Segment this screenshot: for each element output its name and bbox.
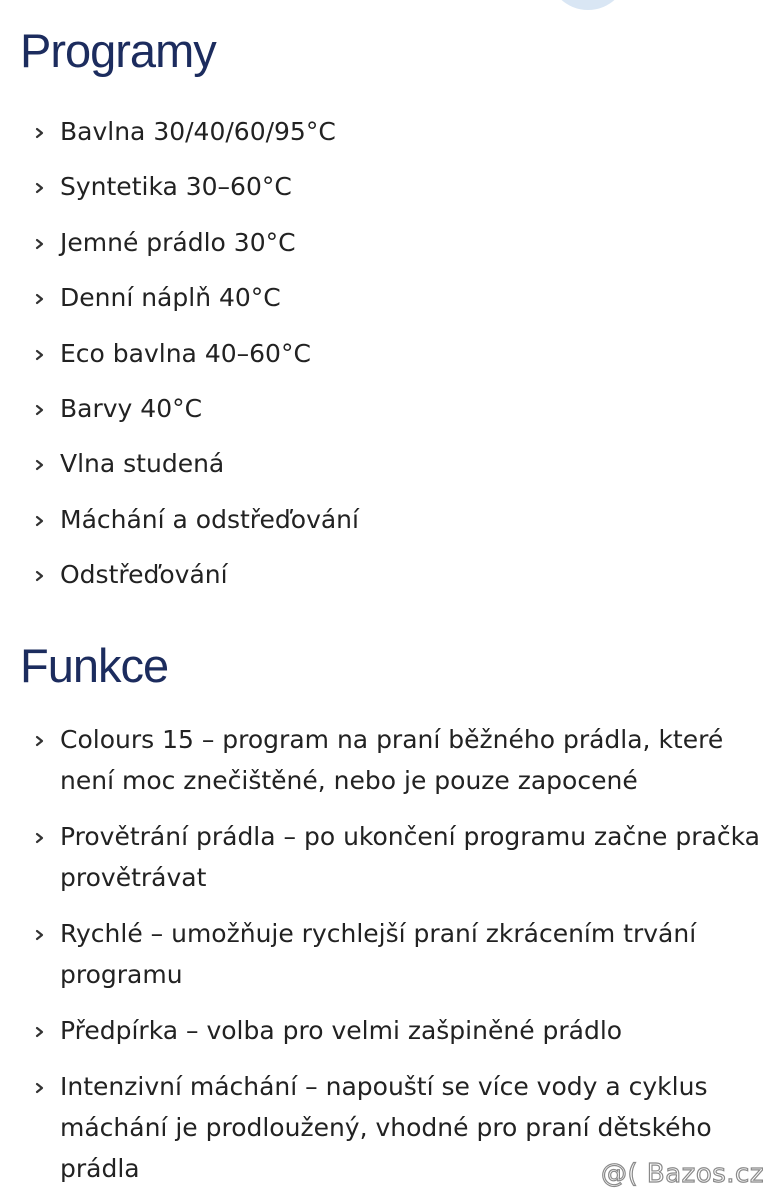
list-item — [20, 166, 760, 221]
list-item — [20, 388, 760, 443]
section-funkce — [20, 637, 760, 1204]
list-item-text: Vlna studená — [60, 449, 225, 479]
list-item-text: Předpírka – volba pro velmi zašpiněné prádlo — [60, 1016, 623, 1045]
chevron-right-icon — [34, 832, 46, 844]
chevron-right-icon — [34, 1026, 46, 1038]
list-item — [20, 443, 760, 498]
list-item — [20, 277, 760, 332]
section-programy — [20, 22, 760, 610]
list-item-text: Eco bavlna 40–60°C — [60, 338, 311, 368]
chevron-right-icon — [34, 515, 46, 527]
list-item-text: Barvy 40°C — [60, 393, 203, 423]
list-item — [20, 719, 760, 801]
section-title-funkce: Funkce — [20, 639, 169, 692]
chevron-right-icon — [34, 349, 46, 361]
list-item — [20, 816, 760, 898]
chevron-right-icon — [34, 570, 46, 582]
list-item-text: Odstřeďování — [60, 560, 228, 590]
list-item-text: Intenzivní máchání – napouští se více vody a cyklus máchání je prodloužený, vhodné pro praní dětského prádla — [60, 1072, 712, 1183]
list-item-text: Máchání a odstřeďování — [60, 504, 359, 534]
watermark-logo: @( Bazos.cz — [601, 1159, 764, 1189]
chevron-right-icon — [34, 929, 46, 941]
list-item — [20, 913, 760, 995]
list-item — [20, 554, 760, 609]
chevron-right-icon — [34, 182, 46, 194]
list-item — [20, 1010, 760, 1051]
list-item-text: Provětrání prádla – po ukončení programu začne pračka provětrávat — [60, 822, 760, 892]
list-item — [20, 222, 760, 277]
list-item-text: Syntetika 30–60°C — [60, 172, 292, 202]
list-item-text: Colours 15 – program na praní běžného prádla, které není moc znečištěné, nebo je pouze zapocené — [60, 725, 724, 795]
chevron-right-icon — [34, 1082, 46, 1094]
list-item-text: Jemné prádlo 30°C — [60, 227, 296, 257]
list-item — [20, 333, 760, 388]
chevron-right-icon — [34, 293, 46, 305]
list-item-text: Bavlna 30/40/60/95°C — [60, 117, 336, 146]
list-item-text: Rychlé – umožňuje rychlejší praní zkrácením trvání programu — [60, 919, 697, 989]
programy-list — [20, 111, 760, 610]
chevron-right-icon — [34, 459, 46, 471]
decorative-circle — [548, 0, 628, 10]
section-title-programy: Programy — [20, 24, 216, 77]
chevron-right-icon — [34, 735, 46, 747]
list-item — [20, 499, 760, 554]
list-item-text: Denní náplň 40°C — [60, 283, 281, 313]
chevron-right-icon — [34, 238, 46, 250]
list-item — [20, 111, 760, 166]
funkce-list — [20, 719, 760, 1189]
chevron-right-icon — [34, 404, 46, 416]
chevron-right-icon — [34, 127, 46, 139]
